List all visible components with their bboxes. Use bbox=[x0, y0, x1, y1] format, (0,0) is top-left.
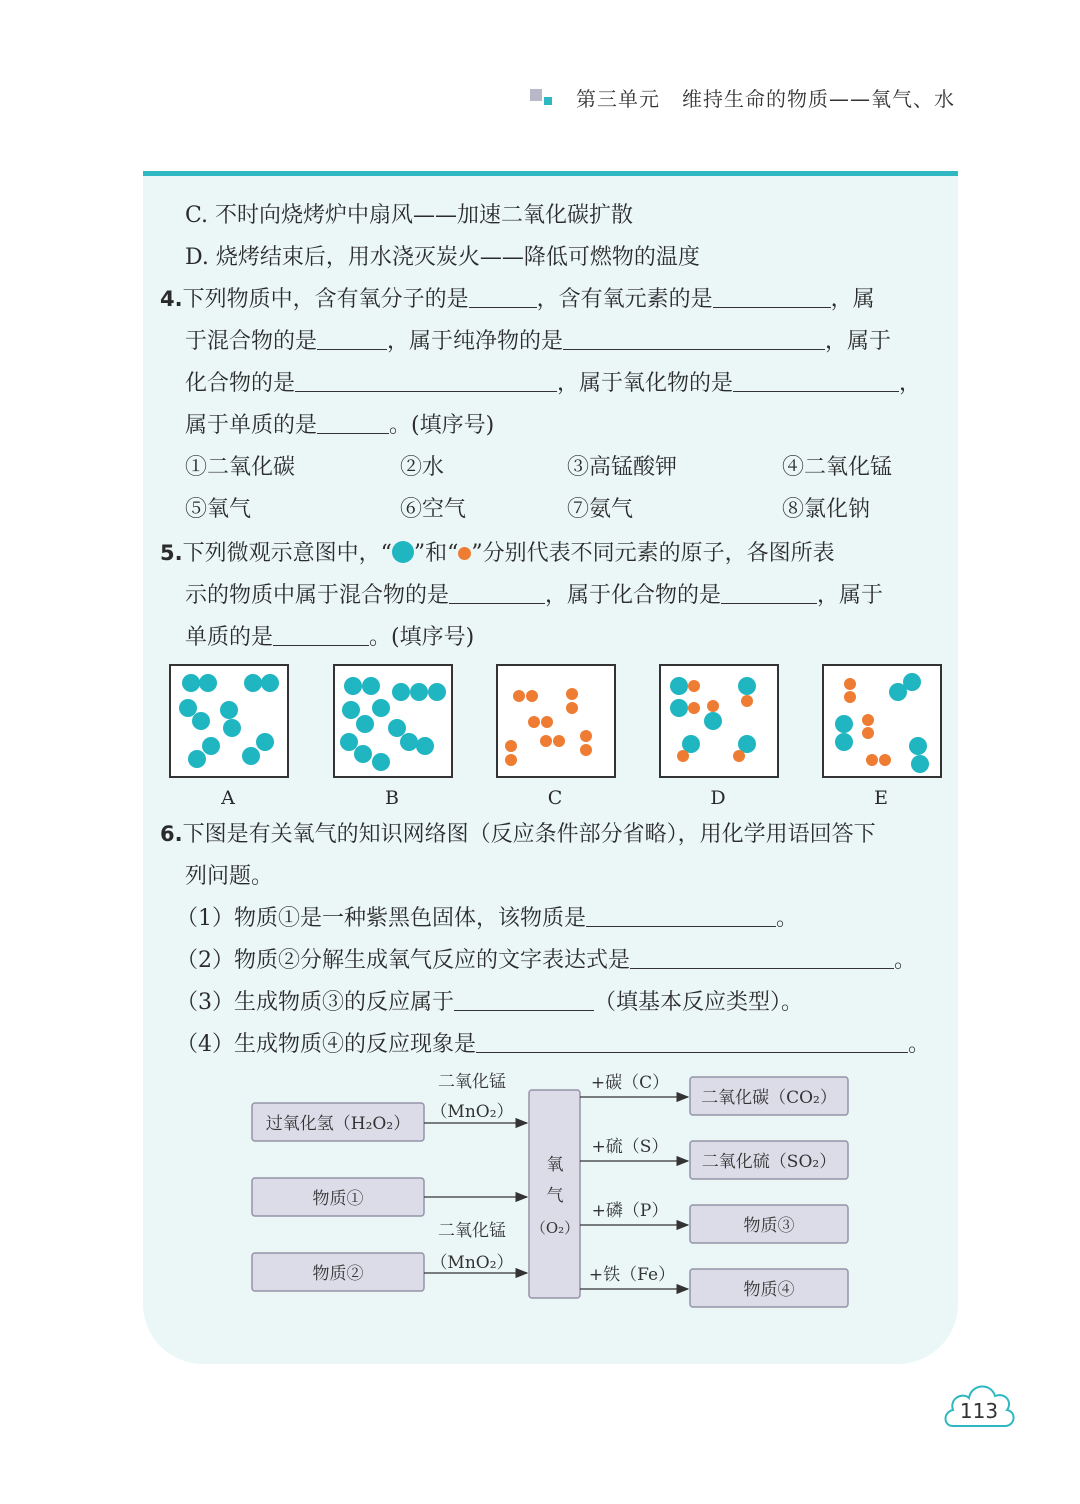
q6-text: 。 bbox=[776, 906, 799, 931]
q6-text: （3）生成物质③的反应属于 bbox=[176, 990, 454, 1015]
q4-text: ，属于 bbox=[825, 329, 892, 354]
q5-text: ”分别代表不同元素的原子，各图所表 bbox=[471, 541, 835, 566]
q4-text: 属于单质的是 bbox=[185, 413, 318, 438]
node-substance-2-label: 物质② bbox=[312, 1264, 364, 1284]
page-number-badge bbox=[941, 1376, 1017, 1434]
q4-option: ③高锰酸钾 bbox=[567, 455, 678, 480]
q4-text: ，属于纯净物的是 bbox=[387, 329, 564, 354]
q3-option-c: C. 不时向烧烤炉中扇风——加速二氧化碳扩散 bbox=[185, 203, 634, 228]
q5-text: ，属于化合物的是 bbox=[545, 583, 722, 608]
q4-option: ⑦氨气 bbox=[567, 497, 634, 522]
q4-text: 。(填序号) bbox=[389, 413, 495, 438]
q5-text: 示的物质中属于混合物的是 bbox=[185, 583, 450, 608]
diagram-label: A bbox=[221, 787, 235, 809]
q4-option: ⑤氧气 bbox=[185, 497, 252, 522]
reactant-label: +硫（S） bbox=[591, 1137, 669, 1157]
node-co2-label: 二氧化碳（CO₂） bbox=[701, 1088, 837, 1108]
q6-line2: 列问题。 bbox=[185, 864, 274, 889]
diagram-label: E bbox=[874, 787, 888, 809]
diagram-label: C bbox=[547, 787, 563, 809]
q5-text: 下列微观示意图中，“ bbox=[182, 541, 392, 566]
node-substance-1-label: 物质① bbox=[312, 1189, 364, 1209]
reactant-label: +磷（P） bbox=[591, 1201, 669, 1221]
q6-number: 6. bbox=[160, 822, 183, 846]
page-number: 113 bbox=[959, 1399, 999, 1423]
q6-text: （2）物质②分解生成氧气反应的文字表达式是 bbox=[176, 948, 630, 973]
reactant-label: +铁（Fe） bbox=[588, 1265, 676, 1285]
q4-text: 化合物的是 bbox=[185, 371, 296, 396]
unit-label: 第三单元 bbox=[576, 86, 660, 111]
oxygen-formula: （O₂） bbox=[530, 1219, 580, 1237]
q4-option: ⑥空气 bbox=[400, 497, 467, 522]
diagram-label: B bbox=[385, 787, 399, 809]
q4-text: ，含有氧元素的是 bbox=[536, 287, 713, 312]
diagram-label: D bbox=[710, 787, 726, 809]
reactant-label: +碳（C） bbox=[590, 1073, 670, 1093]
q6-text: 下图是有关氧气的知识网络图（反应条件部分省略），用化学用语回答下 bbox=[182, 822, 876, 847]
oxygen-label: 氧 bbox=[546, 1155, 564, 1175]
q4-text: ，属 bbox=[830, 287, 875, 312]
q6-text: （填基本反应类型）。 bbox=[594, 990, 804, 1015]
node-substance-4-label: 物质④ bbox=[743, 1280, 795, 1300]
q5-text: 。(填序号) bbox=[369, 625, 475, 650]
q5-number: 5. bbox=[160, 541, 183, 565]
node-h2o2-label: 过氧化氢（H₂O₂） bbox=[265, 1114, 411, 1134]
q4-option: ①二氧化碳 bbox=[185, 455, 296, 480]
q5-text: ，属于 bbox=[817, 583, 884, 608]
q5-text: ”和“ bbox=[413, 541, 459, 566]
q4-text: ，属于氧化物的是 bbox=[557, 371, 734, 396]
q4-text: 下列物质中，含有氧分子的是 bbox=[182, 287, 469, 312]
q3-option-d: D. 烧烤结束后，用水浇灭炭火——降低可燃物的温度 bbox=[185, 245, 700, 270]
q6-text: （4）生成物质④的反应现象是 bbox=[176, 1032, 476, 1057]
q5-text: 单质的是 bbox=[185, 625, 274, 650]
oxygen-label: 气 bbox=[546, 1186, 564, 1206]
node-so2-label: 二氧化硫（SO₂） bbox=[701, 1152, 837, 1172]
q4-option: ⑧氯化钠 bbox=[782, 497, 871, 522]
catalyst-formula: （MnO₂） bbox=[430, 1102, 514, 1122]
q4-text: 于混合物的是 bbox=[185, 329, 318, 354]
catalyst-label: 二氧化锰 bbox=[438, 1221, 506, 1241]
q6-text: 。 bbox=[894, 948, 917, 973]
q6-text: （1）物质①是一种紫黑色固体，该物质是 bbox=[176, 906, 586, 931]
node-substance-3-label: 物质③ bbox=[743, 1216, 795, 1236]
catalyst-label: 二氧化锰 bbox=[438, 1072, 506, 1092]
q4-option: ②水 bbox=[400, 455, 445, 480]
q4-text: ， bbox=[899, 371, 922, 396]
q6-text: 。 bbox=[908, 1032, 931, 1057]
q4-number: 4. bbox=[160, 287, 183, 311]
q4-option: ④二氧化锰 bbox=[782, 455, 893, 480]
catalyst-formula: （MnO₂） bbox=[430, 1253, 514, 1273]
chapter-title: 维持生命的物质——氧气、水 bbox=[682, 86, 955, 111]
